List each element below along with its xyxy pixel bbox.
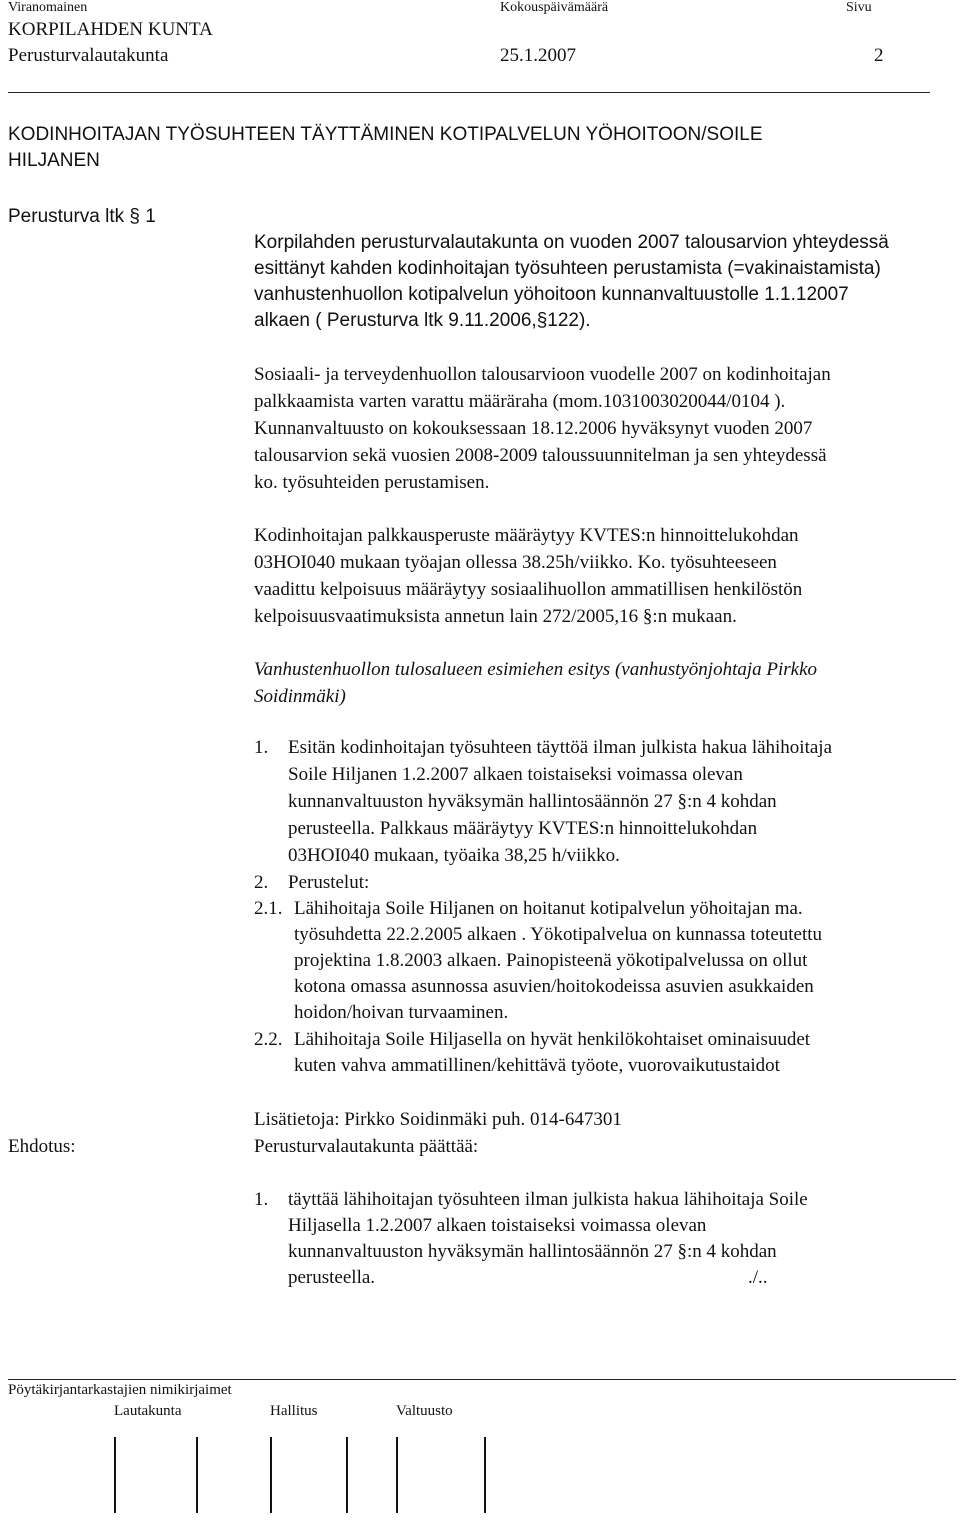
signature-col-lautakunta: Lautakunta bbox=[114, 1403, 182, 1419]
text-line: Lähihoitaja Soile Hiljasella on hyvät henkilökohtaiset ominaisuudet bbox=[294, 1029, 811, 1050]
text-line: Hiljasella 1.2.2007 alkaen toistaiseksi voimassa olevan bbox=[288, 1215, 707, 1236]
decision-heading: Perusturvalautakunta päättää: bbox=[254, 1136, 479, 1157]
text-line: hoidon/hoivan turvaaminen. bbox=[294, 1002, 509, 1023]
signatures-label: Pöytäkirjantarkastajien nimikirjaimet bbox=[8, 1382, 232, 1398]
text-line: Korpilahden perusturvalautakunta on vuoden 2007 talousarvion yhteydessä bbox=[254, 232, 889, 253]
page-number: 2 bbox=[874, 45, 884, 66]
signature-col-hallitus: Hallitus bbox=[270, 1403, 318, 1419]
label-kokouspaivamaara: Kokouspäivämäärä bbox=[500, 0, 609, 15]
committee-name: Perusturvalautakunta bbox=[8, 45, 169, 66]
text-line: vaadittu kelpoisuus määräytyy sosiaalihuollon ammatillisen henkilöstön bbox=[254, 579, 803, 600]
text-line: esittänyt kahden kodinhoitajan työsuhteen perustamista (=vakinaistamista) bbox=[254, 258, 881, 279]
text-line: Perustelut: bbox=[288, 872, 370, 893]
label-sivu: Sivu bbox=[846, 0, 872, 15]
signature-line bbox=[114, 1437, 116, 1513]
footer-divider bbox=[8, 1379, 956, 1380]
text-line: 03HOI040 mukaan työajan ollessa 38.25h/viikko. Ko. työsuhteeseen bbox=[254, 552, 777, 573]
text-line: Kodinhoitajan palkkausperuste määräytyy KVTES:n hinnoittelukohdan bbox=[254, 525, 799, 546]
list-number: 2.2. bbox=[254, 1029, 283, 1050]
text-line: Soidinmäki) bbox=[254, 686, 346, 707]
text-line: palkkaamista varten varattu määräraha (mom.1031003020044/0104 ). bbox=[254, 391, 786, 412]
text-line: täyttää lähihoitajan työsuhteen ilman julkista hakua lähihoitaja Soile bbox=[288, 1189, 808, 1210]
list-number: 2.1. bbox=[254, 898, 283, 919]
continuation-mark: ./.. bbox=[748, 1267, 768, 1288]
list-number: 1. bbox=[254, 1189, 269, 1210]
list-number: 1. bbox=[254, 737, 269, 758]
document-title-line2: HILJANEN bbox=[8, 150, 100, 171]
text-line: ko. työsuhteiden perustamisen. bbox=[254, 472, 490, 493]
header-divider bbox=[8, 92, 930, 93]
text-line: perusteella. Palkkaus määräytyy KVTES:n hinnoittelukohdan bbox=[288, 818, 758, 839]
proposal-label: Ehdotus: bbox=[8, 1136, 76, 1157]
signature-line bbox=[270, 1437, 272, 1513]
text-line: kunnanvaltuuston hyväksymän hallintosäännön 27 §:n 4 kohdan bbox=[288, 791, 777, 812]
document-title-line1: KODINHOITAJAN TYÖSUHTEEN TÄYTTÄMINEN KOTIPALVELUN YÖHOITOON/SOILE bbox=[8, 124, 763, 145]
text-line: Vanhustenhuollon tulosalueen esimiehen esitys (vanhustyönjohtaja Pirkko bbox=[254, 659, 818, 680]
organization-name: KORPILAHDEN KUNTA bbox=[8, 19, 213, 40]
text-line: projektina 1.8.2003 alkaen. Painopisteenä yökotipalvelussa on ollut bbox=[294, 950, 808, 971]
section-reference: Perusturva ltk § 1 bbox=[8, 206, 156, 227]
signature-line bbox=[196, 1437, 198, 1513]
text-line: talousarvion sekä vuosien 2008-2009 taloussuunnitelman ja sen yhteydessä bbox=[254, 445, 827, 466]
list-number: 2. bbox=[254, 872, 269, 893]
text-line: Kunnanvaltuusto on kokouksessaan 18.12.2006 hyväksynyt vuoden 2007 bbox=[254, 418, 813, 439]
text-line: kelpoisuusvaatimuksista annetun lain 272/2005,16 §:n mukaan. bbox=[254, 606, 737, 627]
text-line: alkaen ( Perusturva ltk 9.11.2006,§122). bbox=[254, 310, 591, 331]
text-line: kotona omassa asunnossa asuvien/hoitokodeissa asuvien asukkaiden bbox=[294, 976, 814, 997]
text-line: kuten vahva ammatillinen/kehittävä työote, vuorovaikutustaidot bbox=[294, 1055, 780, 1076]
text-line: kunnanvaltuuston hyväksymän hallintosäännön 27 §:n 4 kohdan bbox=[288, 1241, 777, 1262]
meeting-date: 25.1.2007 bbox=[500, 45, 576, 66]
signature-line bbox=[396, 1437, 398, 1513]
signature-line bbox=[346, 1437, 348, 1513]
text-line: työsuhdetta 22.2.2005 alkaen . Yökotipalvelua on kunnassa toteutettu bbox=[294, 924, 823, 945]
text-line: Esitän kodinhoitajan työsuhteen täyttöä ilman julkista hakua lähihoitaja bbox=[288, 737, 833, 758]
label-viranomainen: Viranomainen bbox=[8, 0, 88, 15]
signature-col-valtuusto: Valtuusto bbox=[396, 1403, 453, 1419]
contact-info: Lisätietoja: Pirkko Soidinmäki puh. 014-647301 bbox=[254, 1109, 622, 1130]
text-line: 03HOI040 mukaan, työaika 38,25 h/viikko. bbox=[288, 845, 620, 866]
text-line: Lähihoitaja Soile Hiljanen on hoitanut kotipalvelun yöhoitajan ma. bbox=[294, 898, 803, 919]
text-line: perusteella. bbox=[288, 1267, 376, 1288]
text-line: Sosiaali- ja terveydenhuollon talousarvioon vuodelle 2007 on kodinhoitajan bbox=[254, 364, 831, 385]
text-line: Soile Hiljanen 1.2.2007 alkaen toistaiseksi voimassa olevan bbox=[288, 764, 743, 785]
signature-line bbox=[484, 1437, 486, 1513]
text-line: vanhustenhuollon kotipalvelun yöhoitoon kunnanvaltuustolle 1.1.12007 bbox=[254, 284, 849, 305]
